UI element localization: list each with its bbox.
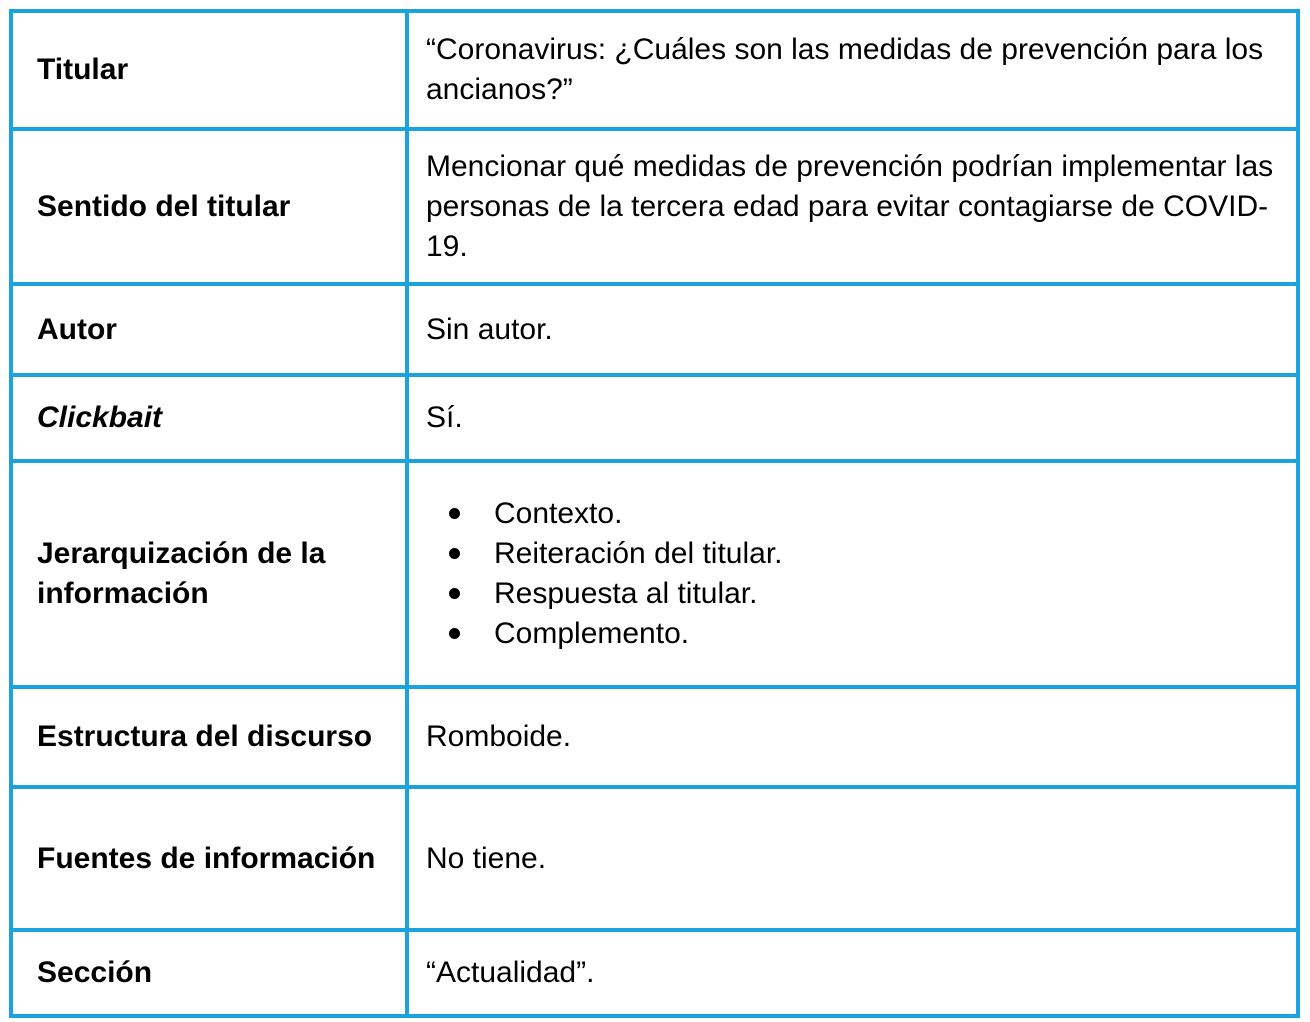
list-item	[446, 614, 1282, 654]
value-clickbait: Sí.	[407, 375, 1298, 461]
hierarchy-list	[426, 494, 1282, 654]
row-autor	[11, 284, 1298, 375]
analysis-table	[9, 9, 1300, 1018]
label-sentido: Sentido del titular	[11, 129, 407, 284]
label-estructura: Estructura del discurso	[11, 687, 407, 787]
list-item-text: Complemento.	[494, 617, 690, 650]
label-seccion: Sección	[11, 930, 407, 1016]
row-sentido	[11, 129, 1298, 284]
list-item-text: Reiteración del titular.	[494, 537, 783, 570]
bullet-icon	[449, 508, 460, 519]
row-clickbait	[11, 375, 1298, 461]
list-item	[446, 534, 1282, 574]
value-sentido: Mencionar qué medidas de prevención podrían implementar las personas de la tercera edad para evitar contagiarse de COVID-19.	[407, 129, 1298, 284]
row-jerarquizacion	[11, 461, 1298, 687]
list-item	[446, 574, 1282, 614]
value-seccion: “Actualidad”.	[407, 930, 1298, 1016]
bullet-icon	[449, 588, 460, 599]
label-jerarquizacion: Jerarquización de la información	[11, 461, 407, 687]
value-fuentes: No tiene.	[407, 787, 1298, 930]
row-seccion	[11, 930, 1298, 1016]
value-jerarquizacion	[407, 461, 1298, 687]
list-item-text: Contexto.	[494, 497, 623, 530]
list-item-text: Respuesta al titular.	[494, 577, 758, 610]
label-titular: Titular	[11, 11, 407, 129]
list-item	[446, 494, 1282, 534]
label-fuentes: Fuentes de información	[11, 787, 407, 930]
row-estructura	[11, 687, 1298, 787]
row-titular	[11, 11, 1298, 129]
row-fuentes	[11, 787, 1298, 930]
bullet-icon	[449, 548, 460, 559]
label-clickbait: Clickbait	[11, 375, 407, 461]
label-autor: Autor	[11, 284, 407, 375]
value-titular: “Coronavirus: ¿Cuáles son las medidas de prevención para los ancianos?”	[407, 11, 1298, 129]
value-autor: Sin autor.	[407, 284, 1298, 375]
bullet-icon	[449, 628, 460, 639]
value-estructura: Romboide.	[407, 687, 1298, 787]
